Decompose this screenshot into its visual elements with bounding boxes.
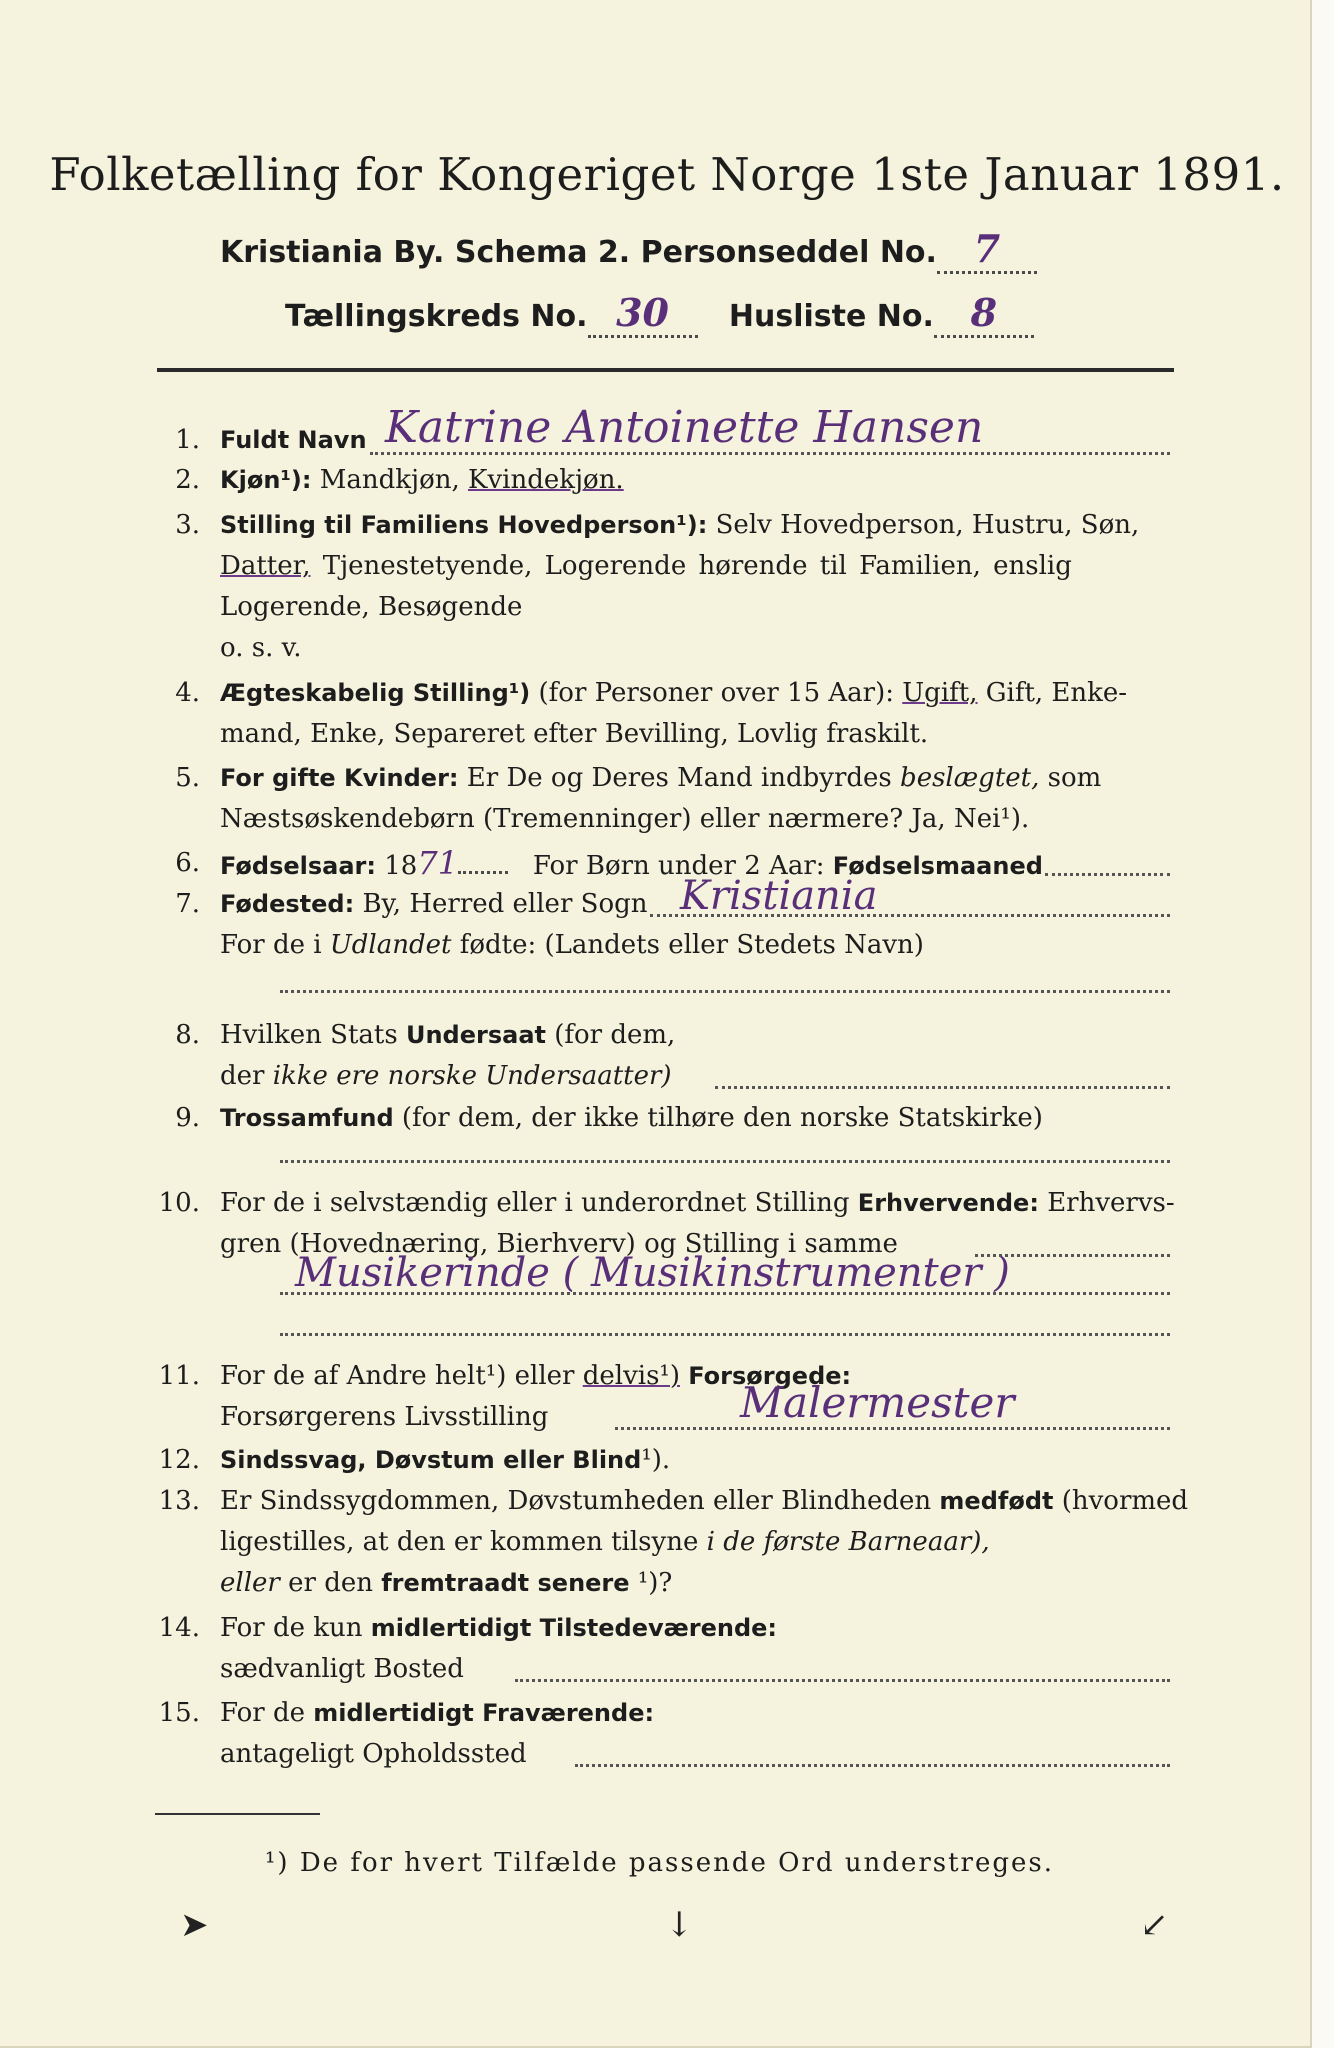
sindssvag-tail: ¹). [641,1445,671,1475]
arrow-mark-icon: ↙ [1140,1905,1169,1945]
stilling-label: Stilling til Familiens Hovedperson¹): [220,511,708,539]
fodested-text: By, Herred eller Sogn [362,889,648,919]
item-number: 6. [175,848,200,878]
item-number: 1. [175,425,200,455]
stilling-options-2: Tjenestetyende, Logerende hørende til Familien, enslig [322,551,1072,581]
fodselsaar-value: 71 [417,844,459,882]
udland-italic: Udlandet [329,930,452,960]
arrow-mark-icon: ➤ [180,1905,209,1945]
forsorget-label: Forsørgede: [688,1362,852,1390]
medfodt-text-3a: er den [288,1568,373,1598]
aegteskab-selected: Ugift, [902,678,978,708]
header-rule [157,368,1174,372]
personseddel-field [937,226,1037,274]
opholdssted-label: antageligt Opholdssted [220,1739,527,1769]
fravaer-label: midlertidigt Fraværende: [313,1699,655,1727]
undersaat-text-a: Hvilken Stats [220,1020,398,1050]
fodested-value: Kristiania [680,873,878,919]
gifte-italic: beslægtet, [900,763,1040,793]
item-number: 8. [175,1020,200,1050]
opholdssted-line [575,1764,1170,1767]
gifte-text: Er De og Deres Mand indbyrdes [466,763,892,793]
medfodt-italic: i de første Barneaar), [706,1527,990,1557]
trossamfund-line [280,1160,1170,1163]
header-line-3 [285,290,1034,338]
stilling-options: Selv Hovedperson, Hustru, Søn, [715,510,1140,540]
born-text: For Børn under 2 Aar: [532,851,825,881]
item-number: 2. [175,465,200,495]
gifte-text-2: Næstsøskendebørn (Tremenninger) eller nærmere? Ja, Nei¹). [220,804,1030,834]
item-number: 10. [158,1188,200,1218]
fodested-label: Fødested: [220,890,355,918]
item-number: 13. [158,1486,200,1516]
erhverv-text-2: gren (Hovednæring, Bierhverv) og Stilling i samme [220,1229,898,1259]
item-number: 9. [175,1103,200,1133]
item-number: 14. [158,1613,200,1643]
fuldt-navn-label: Fuldt Navn [220,426,367,454]
medfodt-text-b: (hvormed [1061,1486,1189,1516]
medfodt-text-3b: ¹)? [637,1568,673,1598]
item-number: 5. [175,763,200,793]
item-number: 3. [175,510,200,540]
trossamfund-text: (for dem, der ikke tilhøre den norske Statskirke) [401,1103,1043,1133]
bosted-label: sædvanligt Bosted [220,1654,464,1684]
erhverv-label: Erhvervende: [857,1189,1039,1217]
undersaat-label: Undersaat [405,1021,546,1049]
undersaat-italic: ikke ere norske Undersaatter) [272,1061,672,1091]
fodselsaar-dots [458,871,508,874]
sindssvag-label: Sindssvag, Døvstum eller Blind [220,1446,642,1474]
aegteskab-options: Gift, Enke- [985,678,1128,708]
livsstilling-label: Forsørgerens Livsstilling [220,1402,549,1432]
udland-text-b: fødte: (Landets eller Stedets Navn) [459,930,924,960]
husliste-label: Husliste No. [728,299,934,334]
kjon-label: Kjøn¹): [220,466,312,494]
header-line-2 [220,226,1037,274]
livsstilling-value: Malermester [740,1378,1015,1427]
medfodt-text-a: Er Sindssygdommen, Døvstumheden eller Blindheden [220,1486,932,1516]
item-number: 15. [158,1698,200,1728]
fuldt-navn-value: Katrine Antoinette Hansen [385,402,984,453]
personseddel-no: 7 [973,226,1001,271]
aegteskab-label: Ægteskabelig Stilling¹) [220,679,531,707]
bosted-line [515,1679,1170,1682]
aegteskab-text: (for Personer over 15 Aar): [538,678,894,708]
stilling-options-3: Logerende, Besøgende [220,592,523,622]
item-number: 11. [158,1361,200,1391]
fodselsaar-label: Fødselsaar: [220,852,376,880]
kjon-selected: Kvindekjøn. [468,465,624,495]
forsorget-text-a: For de af Andre helt¹) eller [220,1361,575,1391]
kreds-no: 30 [616,290,669,335]
erhverv-value: Musikerinde ( Musikinstrumenter ) [295,1250,1010,1296]
schema-label: Kristiania By. Schema 2. Personseddel No. [220,235,937,270]
form-title: Folketælling for Kongeriget Norge 1ste Januar 1891. [49,148,1285,201]
husliste-no: 8 [970,290,998,335]
item-number: 7. [175,889,200,919]
husliste-field [934,290,1034,338]
fremtraadt-label: fremtraadt senere [381,1569,630,1597]
footnote: ¹) De for hvert Tilfælde passende Ord understreges. [265,1848,1055,1878]
kreds-label: Tællingskreds No. [285,299,588,334]
item-number: 4. [175,678,200,708]
undersaat-text-b: (for dem, [554,1020,676,1050]
medfodt-text-2a: ligestilles, at den er kommen tilsyne [220,1527,699,1557]
fravaer-text-a: For de [220,1698,305,1728]
fodselsmaaned-label: Fødselsmaaned [832,852,1043,880]
kjon-option: Mandkjøn, [319,465,460,495]
aegteskab-options-2: mand, Enke, Separeret efter Bevilling, Lovlig fraskilt. [220,719,929,749]
erhverv-text-a: For de i selvstændig eller i underordnet Stilling [220,1188,850,1218]
gifte-kvinder-label: For gifte Kvinder: [220,764,459,792]
erhverv-text-b: Erhvervs- [1047,1188,1175,1218]
footnote-rule [155,1813,320,1815]
udland-text-a: For de i [220,930,322,960]
undersaat-der: der [220,1061,265,1091]
stilling-options-4: o. s. v. [220,633,302,663]
medfodt-label: medfødt [939,1487,1054,1515]
erhverv-line-3 [280,1333,1170,1336]
udland-line [280,990,1170,993]
trossamfund-label: Trossamfund [220,1104,394,1132]
fodselsaar-prefix: 18 [384,851,418,881]
fodselsmaaned-line [1045,873,1170,876]
item-number: 12. [158,1445,200,1475]
gifte-text-b: som [1047,763,1102,793]
undersaat-line [715,1086,1170,1089]
tilsted-label: midlertidigt Tilstedeværende: [370,1614,778,1642]
medfodt-eller: eller [220,1568,280,1598]
stilling-selected: Datter, [220,551,311,581]
kreds-field [588,290,698,338]
forsorget-selected: delvis¹) [582,1361,680,1391]
tilsted-text-a: For de kun [220,1613,363,1643]
arrow-mark-icon: ↓ [665,1905,694,1945]
livsstilling-line [615,1427,1170,1430]
